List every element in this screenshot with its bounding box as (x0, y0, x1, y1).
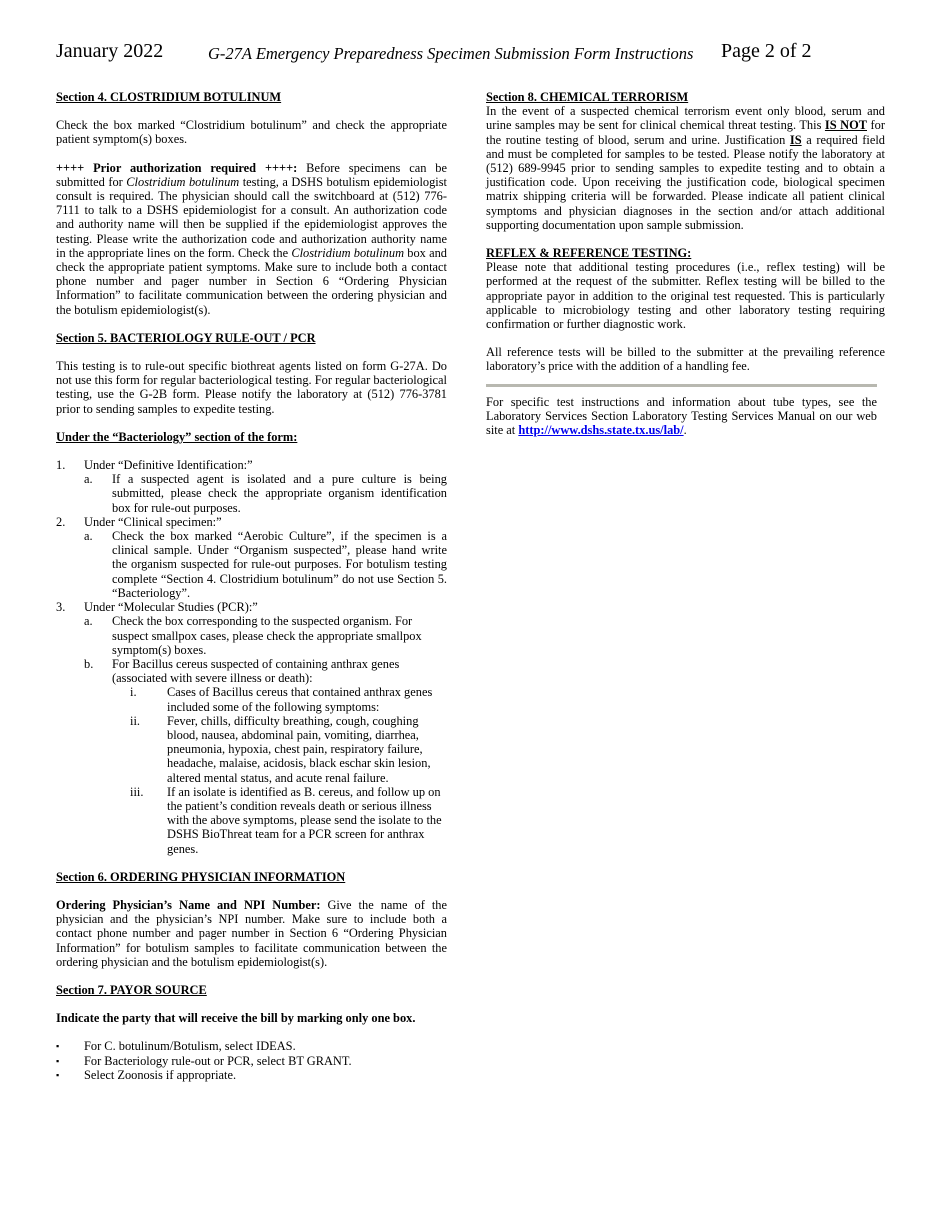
is-not-emphasis: IS NOT (824, 118, 868, 133)
list-item: ▪ Select Zoonosis if appropriate. (56, 1067, 237, 1082)
payor-instruction: Indicate the party that will receive the bill by marking only one box. (56, 1011, 416, 1026)
section-4-paragraph-2: ++++ Prior authorization required ++++: Before specimens can be submitted for Clostridium botulinum testing, a DSHS botulism epidemiologist consult is required. The physician should call the switchboard at (512) 776-7111 to talk to a DSHS epidemiologist for a consult. An authorization code and authority name will then be supplied if the epidemiologist approves the testing. Please write the authorization code and authorization authority name in the appropriate lines on the form. Check the Clostridium botulinum box and check the appropriate patient symptoms. Make sure to include both a contact phone number and pager number in Section 6 “Ordering Physician Information” to facilitate communication between the ordering physician and the botulism epidemiologist(s). (56, 160, 447, 317)
list-item: b. For Bacillus cereus suspected of containing anthrax genes (associated with severe illness or death): (84, 656, 400, 686)
section-4-heading: Section 4. CLOSTRIDIUM BOTULINUM (56, 90, 282, 104)
prior-auth-label: ++++ Prior authorization required ++++: (56, 160, 298, 175)
document-title: G-27A Emergency Preparedness Specimen Submission Form Instructions (208, 44, 694, 63)
section-5-heading: Section 5. BACTERIOLOGY RULE-OUT / PCR (56, 330, 316, 345)
list-item: i. Cases of Bacillus cereus that contained anthrax genes included some of the following symptoms: (130, 685, 433, 714)
lab-website-link[interactable]: http://www.dshs.state.tx.us/lab/ (518, 423, 684, 438)
list-item: ▪ For C. botulinum/Botulism, select IDEAS. (56, 1039, 296, 1054)
list-item: ▪ For Bacteriology rule-out or PCR, select BT GRANT. (56, 1053, 352, 1068)
bullet-icon: ▪ (56, 1055, 60, 1066)
section-4-paragraph-1: Check the box marked “Clostridium botulinum” and check the appropriate patient symptom(s) boxes. (56, 118, 447, 147)
section-8-paragraph: In the event of a suspected chemical terrorism event only blood, serum and urine samples may be sent for clinical chemical threat testing. This IS NOT for the routine testing of blood, serum and urine. Justification IS a required field and must be completed for samples to be tested. Please notify the laboratory at (512) 689-9945 prior to sending samples to expedite testing and to obtain a justification code. Upon receiving the justification code, biological specimen matrix shipping criteria will be forwarded. Please indicate all patient clinical symptoms and physician diagnoses in the section and/or attach additional supporting documentation upon sample submission. (486, 104, 886, 232)
right-column (486, 90, 885, 437)
list-item: a. Check the box marked “Aerobic Culture”, if the specimen is a clinical sample. Under “Organism suspected”, please hand write the organism suspected for rule-out purposes. For botulism testing complete “Section 4. Clostridium botulinum” do not use Section 5. “Bacteriology”. (84, 529, 447, 600)
page-header (56, 40, 896, 70)
list-item: 3. Under “Molecular Studies (PCR):” (56, 600, 258, 615)
is-emphasis: IS (789, 132, 802, 147)
list-item: iii. If an isolate is identified as B. cereus, and follow up on the patient’s condition reveals death or serious illness with the above symptoms, please send the isolate to the DSHS BioThreat team for a PCR screen for anthrax genes. (130, 784, 442, 856)
divider (486, 384, 877, 387)
section-7-heading: Section 7. PAYOR SOURCE (56, 982, 207, 997)
left-column (56, 90, 447, 1082)
list-item: a. Check the box corresponding to the suspected organism. For suspect smallpox cases, please check the appropriate smallpox symptom(s) boxes. (84, 614, 422, 657)
bullet-icon: ▪ (56, 1069, 60, 1080)
reflex-paragraph-2: All reference tests will be billed to the submitter at the prevailing reference laboratory’s price with the addition of a handling fee. (486, 345, 885, 374)
header-date: January 2022 (56, 40, 164, 62)
section-6-paragraph: Ordering Physician’s Name and NPI Number: Give the name of the physician and the physician’s NPI number. Make sure to include both a contact phone number and pager number in Section 6 “Ordering Physician Information” for botulism samples to facilitate communication between the ordering physician and the botulism epidemiologist(s). (56, 897, 447, 969)
section-6-heading: Section 6. ORDERING PHYSICIAN INFORMATION (56, 869, 346, 884)
list-item: 1. Under “Definitive Identification:” (56, 458, 253, 473)
bullet-icon: ▪ (56, 1041, 60, 1052)
list-item: ii. Fever, chills, difficulty breathing, cough, coughing blood, nausea, abdominal pain, vomiting, diarrhea, pneumonia, hypoxia, chest pain, respiratory failure, headache, malaise, acidosis, black eschar skin lesion, altered mental status, and acute renal failure. (130, 713, 431, 785)
section-5-paragraph: This testing is to rule-out specific biothreat agents listed on form G-27A. Do not use this form for regular bacteriological testing. For regular bacteriological testing, use the G-2B form. Please notify the laboratory at (512) 776-3781 prior to sending samples to expedite testing. (56, 359, 447, 416)
ordering-physician-label: Ordering Physician’s Name and NPI Number: (56, 897, 321, 912)
footer-note: For specific test instructions and information about tube types, see the Laboratory Services Section Laboratory Testing Services Manual on our web site at http://www.dshs.state.tx.us/lab/. (486, 394, 877, 438)
page-number: Page 2 of 2 (721, 40, 812, 62)
reflex-paragraph-1: Please note that additional testing procedures (i.e., reflex testing) will be performed at the request of the submitter. Reflex testing will be billed to the appropriate payor in addition to the original test requested. This is particularly applicable to microbiology testing and other laboratory testing requiring confirmation or further diagnostic work. (486, 260, 885, 332)
list-item: a. If a suspected agent is isolated and a pure culture is being submitted, please check the appropriate organism identification box for rule-out purposes. (84, 472, 447, 515)
section-8-heading: Section 8. CHEMICAL TERRORISM (486, 90, 689, 104)
list-item: 2. Under “Clinical specimen:” (56, 514, 222, 529)
reflex-heading: REFLEX & REFERENCE TESTING: (486, 246, 692, 261)
bacteriology-subheading: Under the “Bacteriology” section of the form: (56, 429, 298, 444)
